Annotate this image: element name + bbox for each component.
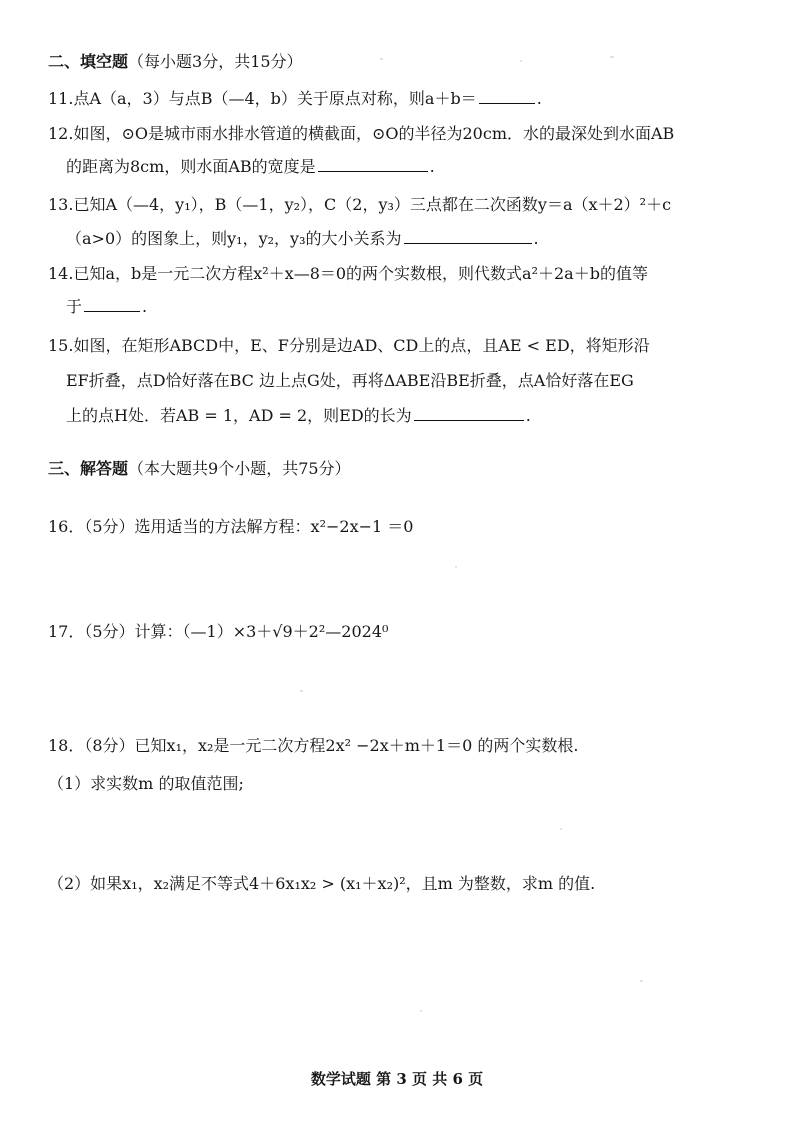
question-15-line-3 [66,406,754,426]
q15-end: . [525,406,531,425]
question-16 [48,517,754,537]
q17-text: 17．（5分）计算：（—1）×3＋√9＋2²—2024⁰ [48,622,389,641]
question-13-line-1 [48,195,754,215]
question-11 [48,89,754,109]
q14-line1: 14.已知a，b是一元二次方程x²＋x—8＝0的两个实数根，则代数式a²＋2a＋b的值等 [48,264,648,283]
section-fill-in-note: （每小题3分，共15分） [128,52,303,71]
section-solve-title: 三、解答题 [48,459,129,478]
q18-part1: （1）求实数m 的取值范围; [48,774,244,793]
q13-end: . [533,229,539,248]
scan-speck [420,1010,422,1012]
question-14-line-1 [48,264,754,284]
scan-speck [610,56,614,58]
question-15-line-1 [48,336,754,356]
question-18-part-1 [48,774,754,794]
scan-speck [520,60,522,62]
scan-speck [455,566,457,568]
q12-answer-blank [318,157,428,172]
section-fill-in-title: 二、填空题 [48,52,129,71]
q15-line1: 15.如图，在矩形ABCD中，E、F分别是边AD、CD上的点，且AE < ED，将矩形沿 [48,336,650,355]
q16-text: 16．（5分）选用适当的方法解方程：x²−2x−1 ＝0 [48,517,414,536]
scan-speck [300,690,303,692]
question-12-line-2 [66,157,754,177]
question-12-line-1 [48,124,754,144]
q18-text: 18．（8分）已知x₁，x₂是一元二次方程2x² −2x＋m＋1＝0 的两个实数根. [48,736,579,755]
q14-answer-blank [84,297,140,312]
q14-line2: 于 [66,297,83,316]
q11-answer-blank [479,89,535,104]
section-solve-note: （本大题共9个小题，共75分） [128,459,351,478]
q15-line2: EF折叠，点D恰好落在BC 边上点G处，再将ΔABE沿BE折叠，点A恰好落在EG [66,371,634,390]
q12-end: . [429,157,435,176]
question-17 [48,622,754,642]
scan-speck [640,980,643,982]
section-solve-heading [48,459,754,479]
question-14-line-2 [66,297,754,317]
q11-text: 11.点A（a，3）与点B（—4，b）关于原点对称，则a＋b＝ [48,89,477,108]
page-footer: 数学试题 第 3 页 共 6 页 [310,1070,484,1088]
question-18-part-2 [48,874,754,894]
q15-line3: 上的点H处．若AB = 1，AD = 2，则ED的长为 [66,406,412,425]
q13-line2: （a>0）的图象上，则y₁，y₂，y₃的大小关系为 [66,229,402,248]
q14-end: . [142,297,148,316]
question-13-line-2 [66,229,754,249]
scan-speck [560,828,562,830]
q11-end: . [536,89,542,108]
scan-speck [380,58,383,60]
section-fill-in-heading [48,52,754,72]
question-18 [48,736,754,756]
q12-line1: 12.如图，⊙O是城市雨水排水管道的横截面，⊙O的半径为20cm．水的最深处到水面AB [48,124,675,143]
q18-part2: （2）如果x₁，x₂满足不等式4＋6x₁x₂ > (x₁＋x₂)²，且m 为整数，求m 的值. [48,874,596,893]
q15-answer-blank [414,406,524,421]
q12-line2: 的距离为8cm，则水面AB的宽度是 [66,157,316,176]
q13-answer-blank [404,229,532,244]
q13-line1: 13.已知A（—4，y₁），B（—1，y₂），C（2，y₃）三点都在二次函数y＝a（x＋2）²＋c [48,195,672,214]
question-15-line-2 [66,371,754,391]
